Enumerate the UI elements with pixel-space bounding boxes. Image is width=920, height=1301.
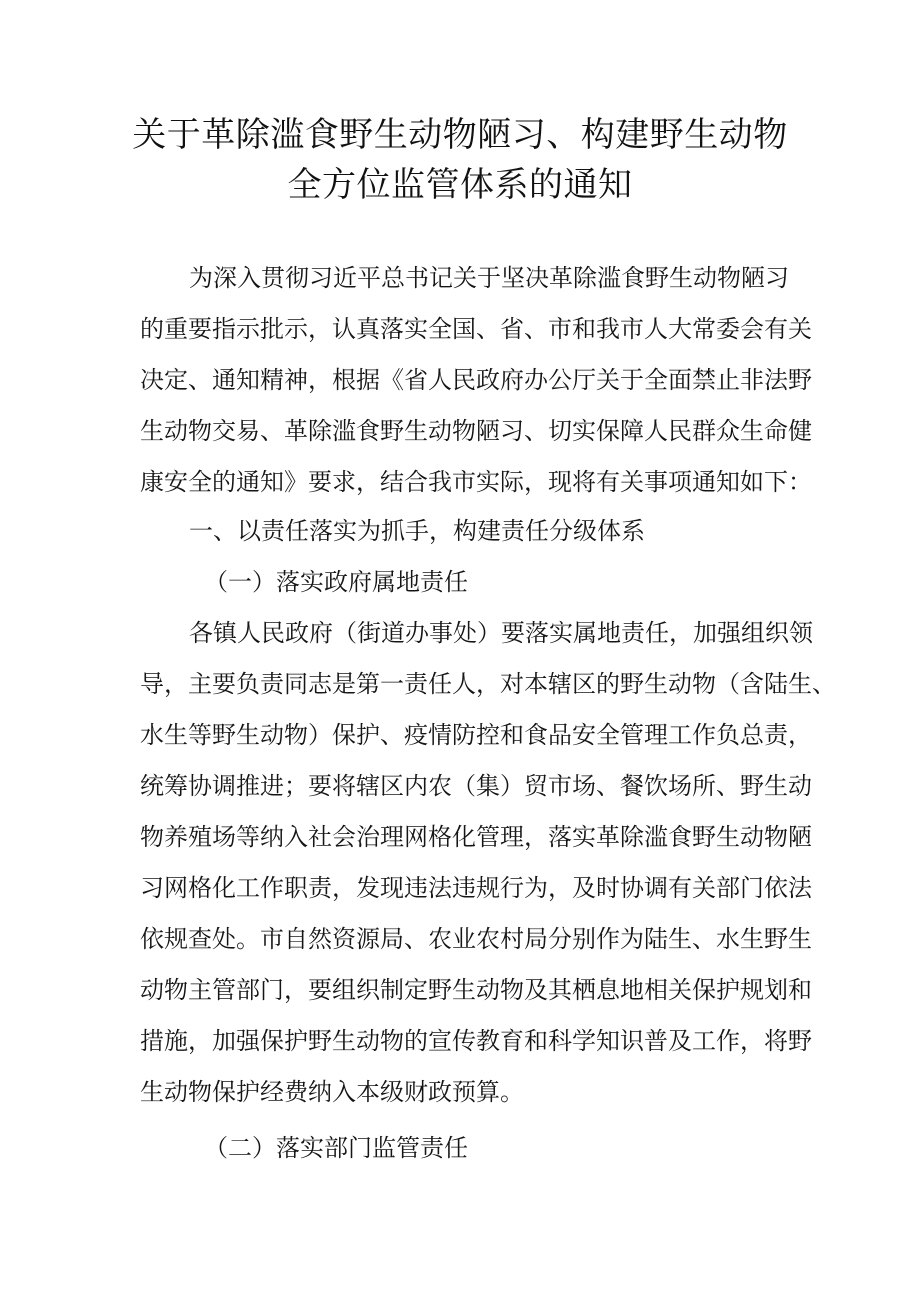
subsection-2-heading: （二）落实部门监管责任 [204,1134,468,1162]
subsection-1-line-8: 动物主管部门，要组织制定野生动物及其栖息地相关保护规划和 [140,976,812,1004]
intro-line-1: 为深入贯彻习近平总书记关于坚决革除滥食野生动物陋习 [189,264,789,292]
subsection-1-heading: （一）落实政府属地责任 [204,568,468,596]
subsection-1-line-5: 物养殖场等纳入社会治理网格化管理，落实革除滥食野生动物陋 [140,823,812,851]
subsection-1-line-3: 水生等野生动物）保护、疫情防控和食品安全管理工作负总责， [140,721,812,749]
document-title-line-2: 全方位监管体系的通知 [287,165,633,205]
intro-line-4: 生动物交易、革除滥食野生动物陋习、切实保障人民群众生命健 [140,417,812,445]
section-1-heading: 一、以责任落实为抓手，构建责任分级体系 [189,517,645,545]
subsection-1-line-1: 各镇人民政府（街道办事处）要落实属地责任，加强组织领 [189,619,813,647]
subsection-1-line-7: 依规查处。市自然资源局、农业农村局分别作为陆生、水生野生 [140,925,812,953]
intro-line-3: 决定、通知精神，根据《省人民政府办公厅关于全面禁止非法野 [140,366,812,394]
subsection-1-line-10: 生动物保护经费纳入本级财政预算。 [140,1078,524,1106]
subsection-1-line-9: 措施，加强保护野生动物的宣传教育和科学知识普及工作，将野 [140,1027,812,1055]
subsection-1-line-2: 导，主要负责同志是第一责任人，对本辖区的野生动物（含陆生、 [140,670,836,698]
intro-line-5: 康安全的通知》要求，结合我市实际，现将有关事项通知如下： [140,468,812,496]
subsection-1-line-4: 统筹协调推进；要将辖区内农（集）贸市场、餐饮场所、野生动 [140,772,812,800]
subsection-1-line-6: 习网格化工作职责，发现违法违规行为，及时协调有关部门依法 [140,874,812,902]
intro-line-2: 的重要指示批示，认真落实全国、省、市和我市人大常委会有关 [140,315,812,343]
document-title-line-1: 关于革除滥食野生动物陋习、构建野生动物 [132,115,788,155]
